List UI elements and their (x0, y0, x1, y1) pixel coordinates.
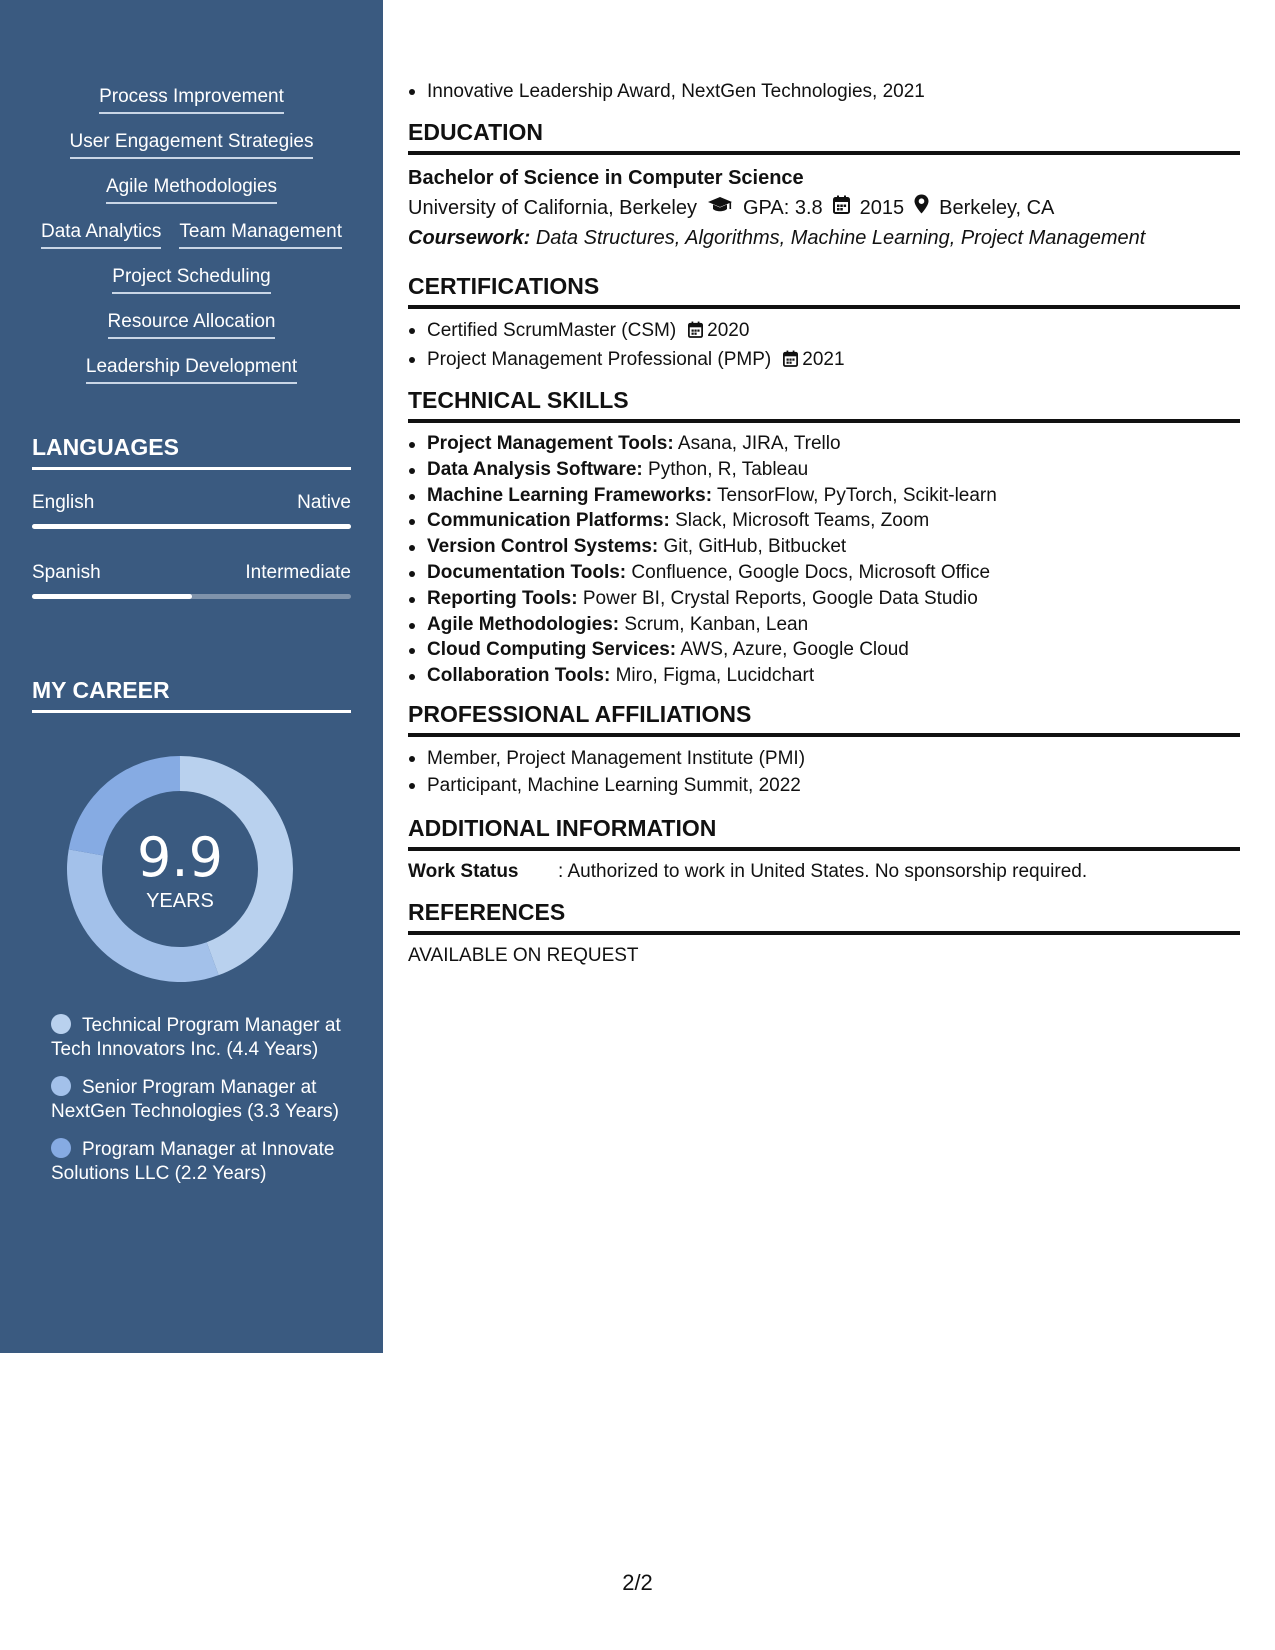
skill-tag: Data Analytics (41, 221, 161, 249)
technical-skill-label: Version Control Systems: (427, 536, 659, 558)
technical-skill-item (408, 431, 1240, 457)
legend-dot (51, 1014, 71, 1034)
skill-tag: Process Improvement (99, 86, 284, 114)
work-status-label: Work Status (408, 860, 519, 882)
award-item: Innovative Leadership Award, NextGen Technologies, 2021 (408, 78, 1240, 105)
career-legend-label: Program Manager at Innovate Solutions LLC (2.2 Years) (51, 1139, 335, 1184)
technical-skill-value: Git, GitHub, Bitbucket (663, 536, 847, 558)
certification-name: Project Management Professional (PMP) (427, 349, 772, 370)
technical-skill-value: Scrum, Kanban, Lean (624, 613, 809, 635)
technical-skill-value: Asana, JIRA, Trello (677, 433, 841, 454)
career-donut-chart (67, 756, 293, 982)
language-level-fill (32, 594, 192, 599)
technical-skill-item (408, 534, 1240, 560)
technical-skill-item (408, 612, 1240, 638)
language-level-fill (32, 524, 351, 529)
languages-heading: LANGUAGES (32, 434, 351, 470)
language-name: English (32, 492, 95, 513)
language-level-bar (32, 594, 351, 599)
references-heading: REFERENCES (408, 899, 1240, 935)
calendar-icon (833, 193, 850, 223)
skill-row (0, 131, 383, 176)
education-year: 2015 (859, 197, 905, 219)
technical-skill-value: Confluence, Google Docs, Microsoft Office (631, 561, 991, 583)
technical-skill-item (408, 508, 1240, 534)
technical-skill-label: Communication Platforms: (427, 510, 670, 532)
language-level-bar (32, 524, 351, 529)
skill-tag: Project Scheduling (112, 266, 270, 294)
technical-skill-item (408, 663, 1240, 689)
skill-tag: Leadership Development (86, 356, 297, 384)
references-text: AVAILABLE ON REQUEST (408, 944, 639, 966)
career-total-years: 9.9 (137, 826, 223, 889)
career-heading: MY CAREER (32, 677, 351, 713)
certification-name: Certified ScrumMaster (CSM) (427, 320, 677, 341)
language-level: Native (297, 492, 351, 513)
certification-year: 2020 (707, 320, 750, 341)
technical-skill-item (408, 637, 1240, 663)
language-item-spanish (32, 562, 351, 599)
technical-skill-label: Documentation Tools: (427, 561, 627, 583)
education-degree: Bachelor of Science in Computer Science (408, 167, 804, 189)
skill-tag: Team Management (179, 221, 342, 249)
career-legend-item (51, 1138, 341, 1186)
donut-center (67, 756, 293, 982)
technical-skill-value: Python, R, Tableau (648, 458, 809, 480)
work-status-row (408, 859, 1240, 885)
affiliation-item: Participant, Machine Learning Summit, 2022 (408, 772, 1240, 799)
calendar-icon (783, 348, 798, 375)
work-status-value: : Authorized to work in United States. No sponsorship required. (558, 860, 1088, 882)
location-pin-icon (914, 193, 929, 223)
skill-row (0, 266, 383, 311)
technical-skill-label: Agile Methodologies: (427, 613, 620, 635)
technical-skills-heading: TECHNICAL SKILLS (408, 387, 1240, 423)
affiliations-heading: PROFESSIONAL AFFILIATIONS (408, 701, 1240, 737)
technical-skill-item (408, 586, 1240, 612)
career-legend-item (51, 1014, 341, 1062)
technical-skill-value: Miro, Figma, Lucidchart (615, 665, 815, 687)
career-total-unit: YEARS (146, 890, 214, 912)
education-heading: EDUCATION (408, 119, 1240, 155)
skill-row (0, 176, 383, 221)
technical-skill-label: Machine Learning Frameworks: (427, 484, 713, 506)
technical-skills-list (408, 431, 1240, 689)
coursework-label: Coursework: (408, 227, 531, 249)
education-coursework (408, 223, 1240, 253)
career-legend-item (51, 1076, 341, 1124)
technical-skill-value: Power BI, Crystal Reports, Google Data Studio (582, 587, 978, 609)
awards-list (408, 78, 1240, 105)
skill-row (0, 86, 383, 131)
main-content (408, 78, 1240, 969)
certification-item (408, 317, 1240, 346)
technical-skill-label: Reporting Tools: (427, 587, 578, 609)
career-legend-label: Senior Program Manager at NextGen Technologies (3.3 Years) (51, 1077, 339, 1122)
skill-row (0, 356, 383, 401)
certifications-list (408, 317, 1240, 375)
sidebar (0, 0, 383, 1353)
affiliation-item: Member, Project Management Institute (PMI) (408, 745, 1240, 772)
legend-dot (51, 1076, 71, 1096)
technical-skill-label: Project Management Tools: (427, 433, 674, 454)
technical-skill-value: Slack, Microsoft Teams, Zoom (675, 510, 930, 532)
language-item-english (32, 492, 351, 529)
technical-skill-value: TensorFlow, PyTorch, Scikit-learn (717, 484, 997, 506)
technical-skill-item (408, 457, 1240, 483)
education-gpa: GPA: 3.8 (743, 197, 823, 219)
skill-tag: Resource Allocation (108, 311, 276, 339)
calendar-icon (688, 319, 703, 346)
career-legend (51, 1014, 341, 1200)
education-details (408, 193, 1240, 223)
additional-info-heading: ADDITIONAL INFORMATION (408, 815, 1240, 851)
graduation-cap-icon (707, 193, 733, 223)
language-name: Spanish (32, 562, 101, 583)
skill-row (0, 311, 383, 356)
education-school: University of California, Berkeley (408, 197, 697, 219)
technical-skill-item (408, 560, 1240, 586)
language-level: Intermediate (245, 562, 351, 583)
coursework-value: Data Structures, Algorithms, Machine Learning, Project Management (535, 227, 1146, 249)
technical-skill-value: AWS, Azure, Google Cloud (680, 639, 909, 661)
skill-tag: Agile Methodologies (106, 176, 277, 204)
certification-item (408, 346, 1240, 375)
skills-tag-cloud (0, 86, 383, 401)
affiliations-list (408, 745, 1240, 799)
legend-dot (51, 1138, 71, 1158)
education-location: Berkeley, CA (939, 197, 1055, 219)
skill-tag: User Engagement Strategies (70, 131, 314, 159)
technical-skill-label: Cloud Computing Services: (427, 639, 677, 661)
technical-skill-label: Collaboration Tools: (427, 665, 611, 687)
certifications-heading: CERTIFICATIONS (408, 273, 1240, 309)
certification-year: 2021 (802, 349, 845, 370)
page-number: 2/2 (622, 1570, 653, 1595)
technical-skill-item (408, 483, 1240, 509)
technical-skill-label: Data Analysis Software: (427, 458, 643, 480)
career-legend-label: Technical Program Manager at Tech Innovators Inc. (4.4 Years) (51, 1015, 341, 1060)
skill-row (0, 221, 383, 266)
